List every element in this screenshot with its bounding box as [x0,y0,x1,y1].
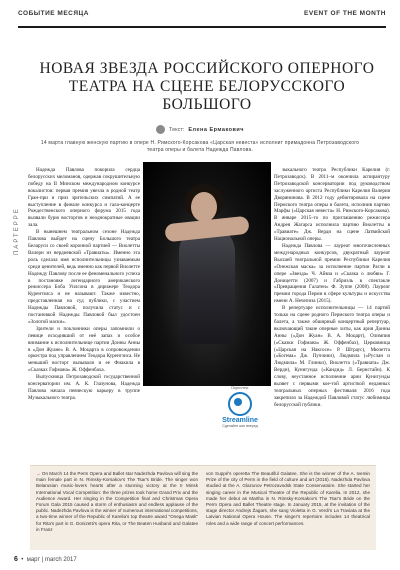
paragraph: В репертуаре исполнительницы — 14 партий только на сцене родного Пермского театра оперы и балета, а также обширный концертный репертуар, включающий такие оперные хиты, как ария Донны Анны («Дон Жуан» В. А. Моцарт), Олимпия («Сказки Гофмана» Ж. Оффенбах), Церковница («Царская на Наксосе» Р. Штраус), Мюзетта («Богема» Дж. Пуччини), Людмила («Руслан и Людмила» М. Глинки), Виолетта («Травиата» Дж. Верди), Кунигунда («Кандид» Л. Бернстайн). К слову, неустанное исполнение арии Кунигунды вызвет с первыми кое-той артисткой неданных театральных оперных фестиваля 2016 года закрепило за Надеждой Павловой статус любимицы белорусской публики. [274,305,390,408]
sponsor-label: Партнер: [230,385,250,390]
section-header [18,10,386,28]
page-number: 6 [14,556,18,563]
paragraph: Выпускница Петрозаводской государственной консерватории им. А. К. Глазунова, Надежда Павлова начала певческую карьеру в труппе Музыкального театра. [28,374,140,401]
photo-face [191,192,217,222]
english-text: On March 14 the Perm Opera and Ballet star Nadezhda Pavlova will sing the main female part in N. Rimsky-Korsakov's The Tsar's Bride. The singer won Belarusian music-lovers hearts after a stunning victory at the II Minsk International Vocal Competition: the three prizes took home Grand Prix and the Audience Award. Her singing in the Competition final and Christmas Opera Forum Gala 2015 caused a storm of enthusiasm and endless applause of the public. Nadezhda Pavlova is the winner of numerous international competitions, a two-time winner of the Republic of Karelia's top theatre award "Onega Mask" for Rita's part in G. Donizetti's opera Rita, or The Beaten Husband and Galatee in Franz [36,471,199,532]
author-name: Елена Ермакович [188,126,244,133]
sponsor-logo-icon [228,392,252,416]
singer-photo [143,162,271,386]
english-summary-left [36,471,198,533]
article-lead: 14 марта главную женскую партию в опере Н. Римского-Корсакова «Царская невеста» исполнит примадонна Петрозаводского театра оперы и балета Надежда Павлова. [40,140,360,153]
sponsor-tagline: Сделайте шаг вперед [222,424,258,428]
page-footer [14,556,77,563]
byline-prefix: Текст: [169,126,185,133]
text-column-right [274,167,390,409]
article-title: НОВАЯ ЗВЕЗДА РОССИЙСКОГО ОПЕРНОГО ТЕАТРА НА СЦЕНЕ БЕЛОРУССКОГО БОЛЬШОГО [39,60,375,113]
author-avatar [156,125,165,134]
side-section-tab: ПАРТЕРРЕ [14,207,20,255]
sponsor-logo-text: Streamline [222,417,258,424]
paragraph: Надежда Павлова — лауреат многочисленных международных конкурсов, двукратный лауреат Высшей театральной премии Республики Карелия «Онежская маска» за исполнение партии Рагли в опере «Звезда» Ч. Айвза и «Сказка о любви» Г. Доницетти (2007) и Габриэль в спектакле «Превращения Галатеи» Ф. Зуппе (2008). Лауреат премии города Перми в сфере культуры и искусства имени А. Нечепиза (2015). [274,242,390,305]
paragraph: зыкального театра Республики Карелия (г. Петрозаводск). В 2011–м окончила аспирантуру Петрозаводской консерватории под руководством заслуженного артиста Республики Карелия Валерия Дворянинова. В 2012 году дебютировала на сцене Пермского театра оперы и балета, исполнив партию Марфы («Царская невеста» Н. Римского-Корсакова). В январе 2015–го по приглашению режиссера Андрея Жагарса исполнила партию Виолетты в «Травиате» Дж. Верди на сцене Латвийской Национальной оперы. [274,167,390,243]
issue-date: март | march 2017 [26,557,77,563]
sponsor-block [210,385,270,428]
section-label-ru: СОБЫТИЕ МЕСЯЦА [18,10,89,17]
photo-dress [179,224,235,344]
english-summary-right: von Suppé's operetta The Beautiful Galatee. She is the winner of the A. Ivemin Prize of the city of Perm in the field of culture and art (2015). Nadezhda Pavlova studied at the A. Glazunov Petrozavodsk State Conservatoire. She started her singing career in the Musical Theatre of the Republic of Karelia. In 2012, she made her debut as Martha in N. Rimsky-Korsakov's The Tsar's Bride on the Perm Opera and Ballet Theatre stage. In January 2015, at the invitation of the stage director Andrejs Žagars, she sang Violetta in G. Verdi's La Traviata at the Latvian National Opera House. The singer's repertoire includes 14 theatrical roles and a wide range of concert performances. [206,471,370,526]
text-column-left [28,167,140,402]
arrow-icon: → [36,471,41,476]
section-label-en: EVENT OF THE MONTH [304,10,386,17]
footer-separator: • [19,557,26,563]
byline [0,125,400,134]
english-summary-box [30,465,376,550]
paragraph: Зрители и поклонники оперы запомнили о певице исходивший от неё запах и особое внимание к исполнительнице партии Донны Анны в «Дон Жуане» В. А. Моцарта в сопровождении оркестра под управлением Теодора Курентзиса. Не меньший восторг вызывали и ее Фиакила в «Сказках Гофмана» Ж. Оффенбаха. [28,325,140,374]
paragraph: Надежда Павлова покорила сердца белорусских меломанов, одержав сокрушительную победу на II Минском международном конкурсе вокалистов: первая премия увезла в родной театр Гран-при и приз зрительских симпатий. А ее выступление в финале конкурса и гала-концерте Рождественского оперного форума 2015 года вызвали бурю восторгов и неоднократные овации зала. [28,167,140,229]
paragraph: В нынешнем театральном сезоне Надежда Павлова выйдет на сцену Большого театра Беларуси со своей коронной партией — Виолетты Валери из вердиевской «Травиаты». Именно эта роль сделала имя исполнительницы узнаваемым среди ценителей, ведь именно как первой Виолетте Надежду Павлову после ее феноменального успеха в постановке легендарного американского режиссера Боба Уилсона в дирижере Теодора Курентзиса и не называют. Также известно, представленная на суд публики, с участием Надежды Павловой, получила статус и с постановкой Надежды Павловой был удостоен «Золотой маски». [28,229,140,325]
